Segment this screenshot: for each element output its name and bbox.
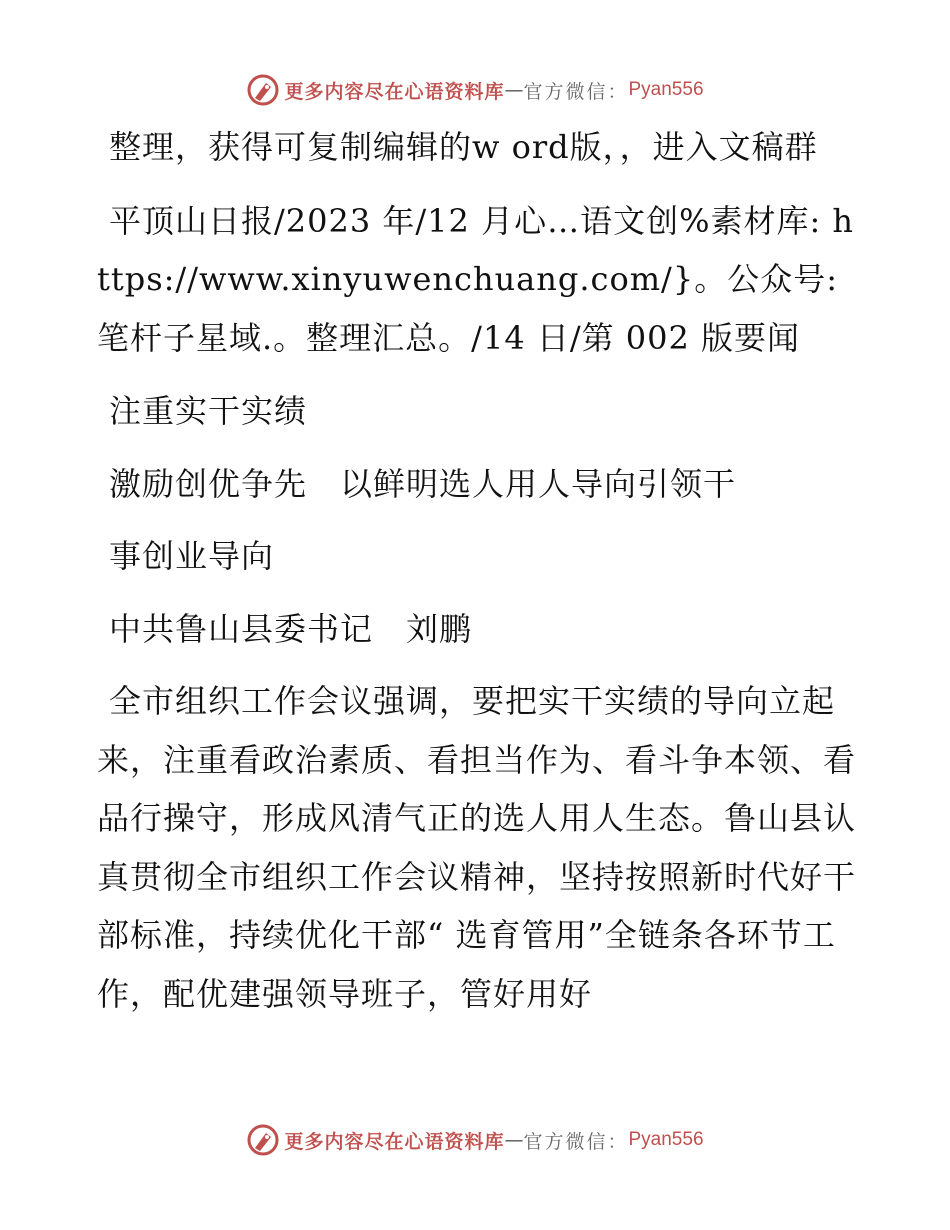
- article-headline-3: 事创业导向: [109, 537, 275, 575]
- banner-text: 更多内容尽在心语资料库: [284, 1130, 505, 1153]
- banner-wechat-id: Pyan556: [628, 79, 704, 100]
- article-byline: 中共鲁山县委书记 刘鹏: [109, 609, 473, 648]
- banner-separator: —: [504, 79, 524, 101]
- paragraph-source: 平顶山日报/2023 年/12 月心…语文创%素材库: https://www.xinyuwenchuang.com/}。公众号: 笔杆子星域.。整理汇总。/14 日/第 002 版要闻: [97, 201, 855, 357]
- paragraph-intro: 整理，获得可复制编辑的w ord版，，进入文稿群: [109, 128, 818, 166]
- article-body-paragraph: 全市组织工作会议强调，要把实干实绩的导向立起来，注重看政治素质、看担当作为、看斗争本领、看品行操守，形成风清气正的选人用人生态。鲁山县认真贯彻全市组织工作会议精神，坚持按照新时代好干部标准，持续优化干部“ 选育管用”全链条各环节工作，配优建强领导班子，管好用好: [97, 682, 857, 1013]
- header-watermark-banner: [0, 70, 950, 110]
- banner-text: 更多内容尽在心语资料库: [284, 80, 505, 103]
- pen-nib-logo-icon: [246, 1123, 280, 1157]
- document-body: [97, 118, 857, 1038]
- article-headline-2: 激励创优争先 以鲜明选人用人导向引领干: [109, 464, 737, 503]
- banner-wechat-label: 官方微信：: [523, 80, 629, 103]
- pen-nib-logo-icon: [246, 73, 280, 107]
- article-headline-1: 注重实干实绩: [109, 392, 308, 430]
- footer-watermark-banner: [0, 1120, 950, 1160]
- banner-wechat-label: 官方微信：: [523, 1130, 629, 1153]
- banner-separator: —: [504, 1129, 524, 1151]
- banner-wechat-id: Pyan556: [628, 1129, 704, 1150]
